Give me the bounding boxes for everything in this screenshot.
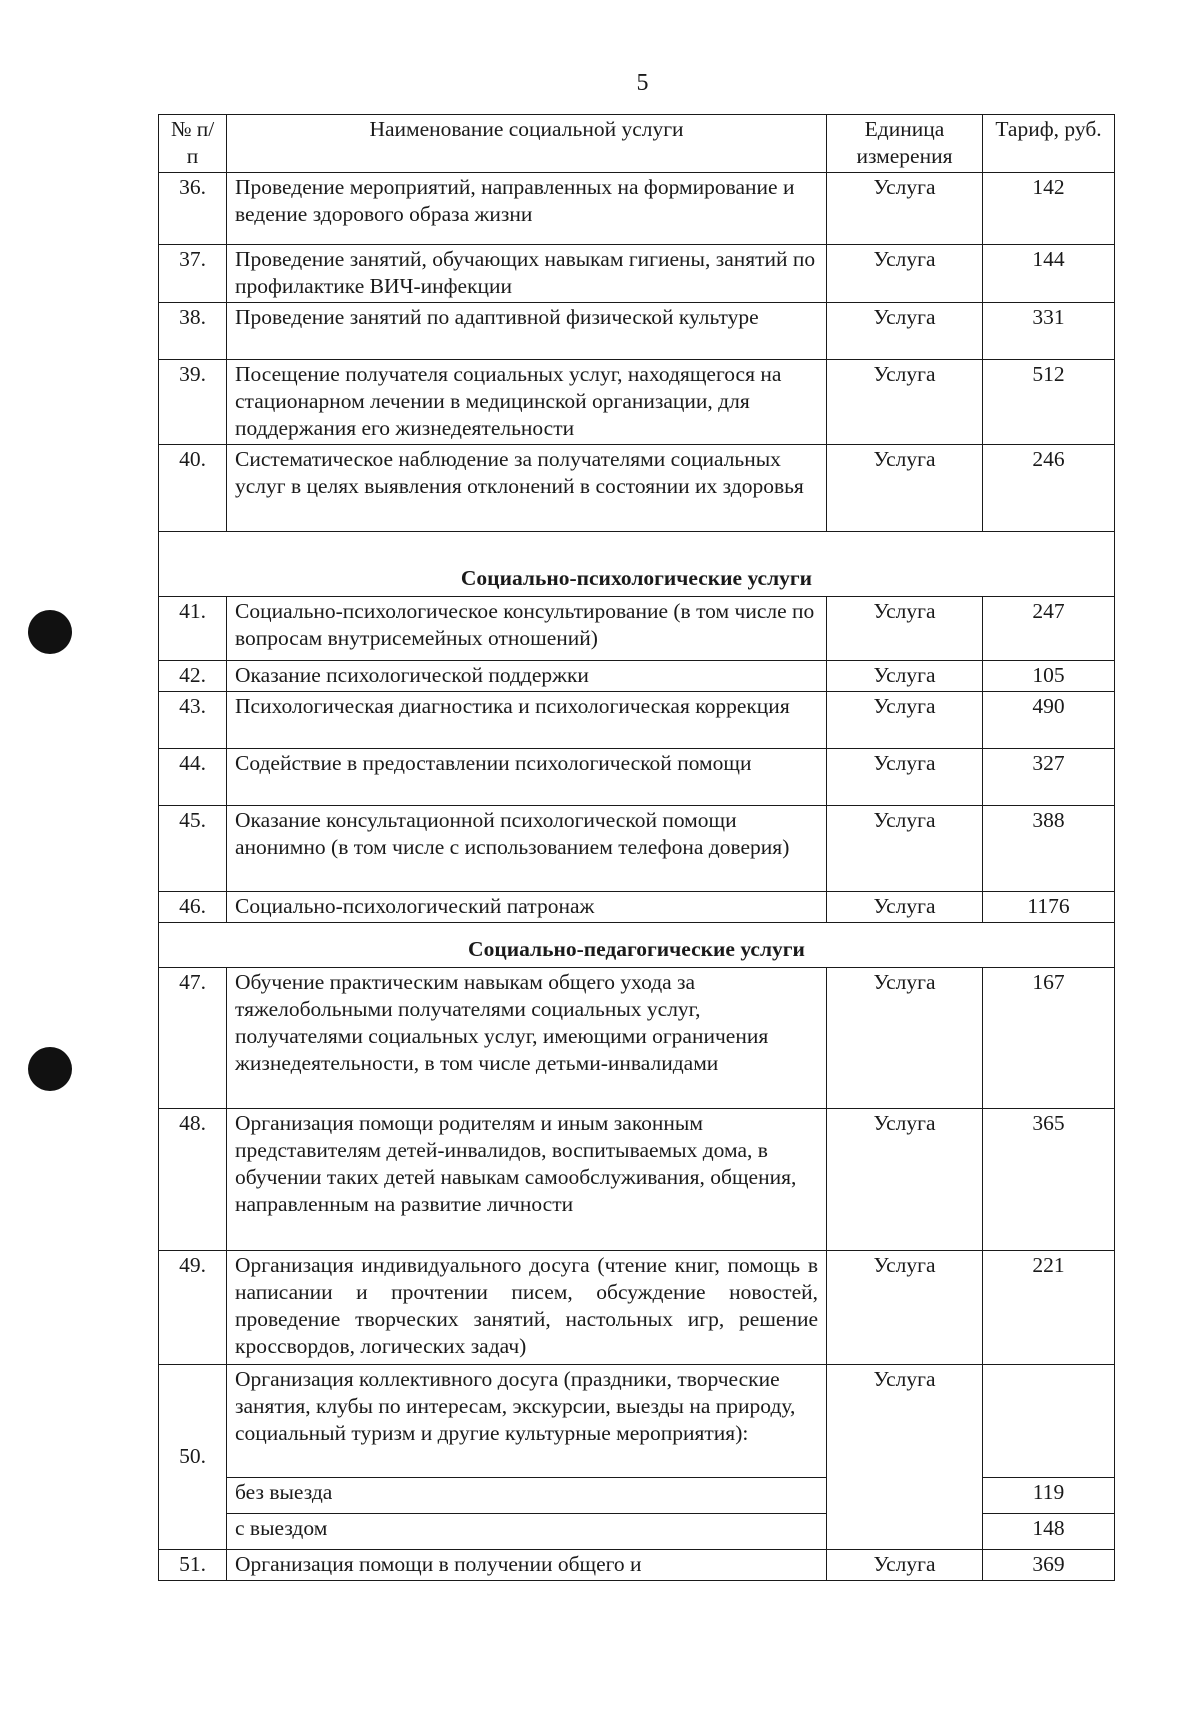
row-name: Психологическая диагностика и психологическая коррекция xyxy=(227,692,827,749)
row-num: 48. xyxy=(159,1109,227,1251)
row-unit: Услуга xyxy=(827,661,983,692)
row-unit: Услуга xyxy=(827,173,983,245)
row-name: Социально-психологическое консультирование (в том числе по вопросам внутрисемейных отношений) xyxy=(227,597,827,661)
table-row xyxy=(159,806,1115,892)
row-price: 331 xyxy=(983,303,1115,360)
row-unit: Услуга xyxy=(827,597,983,661)
table-row xyxy=(159,303,1115,360)
row-name: Организация помощи в получении общего и xyxy=(227,1550,827,1581)
row-num: 47. xyxy=(159,968,227,1109)
row-unit: Услуга xyxy=(827,303,983,360)
table-row xyxy=(159,892,1115,923)
row-num: 43. xyxy=(159,692,227,749)
row-unit: Услуга xyxy=(827,360,983,445)
row-name: Организация индивидуального досуга (чтение книг, помощь в написании и прочтении писем, обсуждение новостей, проведение творческих занятий, настольных игр, решение кроссвордов, логических задач) xyxy=(227,1251,827,1365)
header-name: Наименование социальной услуги xyxy=(227,115,827,173)
row-price-empty xyxy=(983,1365,1115,1478)
row-num: 46. xyxy=(159,892,227,923)
row-unit: Услуга xyxy=(827,1109,983,1251)
row-unit: Услуга xyxy=(827,968,983,1109)
subrow-name: без выезда xyxy=(227,1478,827,1514)
row-name: Организация коллективного досуга (праздники, творческие занятия, клубы по интересам, экскурсии, выезды на природу, социальный туризм и другие культурные мероприятия): xyxy=(227,1365,827,1478)
table-row xyxy=(159,749,1115,806)
header-unit: Единица измерения xyxy=(827,115,983,173)
row-price: 388 xyxy=(983,806,1115,892)
header-num: № п/п xyxy=(159,115,227,173)
row-num: 44. xyxy=(159,749,227,806)
table-row xyxy=(159,245,1115,303)
section-heading-row xyxy=(159,923,1115,968)
row-price: 490 xyxy=(983,692,1115,749)
table-row xyxy=(159,173,1115,245)
row-price: 365 xyxy=(983,1109,1115,1251)
row-num: 38. xyxy=(159,303,227,360)
row-price: 247 xyxy=(983,597,1115,661)
page-number: 5 xyxy=(636,70,649,96)
row-name: Посещение получателя социальных услуг, находящегося на стационарном лечении в медицинской организации, для поддержания его жизнедеятельности xyxy=(227,360,827,445)
row-price: 1176 xyxy=(983,892,1115,923)
row-num: 45. xyxy=(159,806,227,892)
table-header-row xyxy=(159,115,1115,173)
row-num: 36. xyxy=(159,173,227,245)
row-name: Социально-психологический патронаж xyxy=(227,892,827,923)
table-row xyxy=(159,692,1115,749)
row-name: Систематическое наблюдение за получателями социальных услуг в целях выявления отклонений в состоянии их здоровья xyxy=(227,445,827,532)
table-row xyxy=(159,1109,1115,1251)
subrow-price: 119 xyxy=(983,1478,1115,1514)
row-num: 51. xyxy=(159,1550,227,1581)
row-name: Оказание консультационной психологической помощи анонимно (в том числе с использованием телефона доверия) xyxy=(227,806,827,892)
row-num: 50. xyxy=(159,1365,227,1550)
row-unit: Услуга xyxy=(827,245,983,303)
row-num: 39. xyxy=(159,360,227,445)
row-num: 42. xyxy=(159,661,227,692)
table-row xyxy=(159,1365,1115,1478)
punch-hole-mark xyxy=(28,1047,72,1091)
row-unit: Услуга xyxy=(827,749,983,806)
row-name: Оказание психологической поддержки xyxy=(227,661,827,692)
header-price: Тариф, руб. xyxy=(983,115,1115,173)
row-price: 105 xyxy=(983,661,1115,692)
row-num: 49. xyxy=(159,1251,227,1365)
row-price: 327 xyxy=(983,749,1115,806)
table-row xyxy=(159,360,1115,445)
row-name: Проведение мероприятий, направленных на формирование и ведение здорового образа жизни xyxy=(227,173,827,245)
table-row xyxy=(159,968,1115,1109)
section-heading-pedagogical: Социально-педагогические услуги xyxy=(159,923,1115,968)
table-row xyxy=(159,445,1115,532)
table-row xyxy=(159,1251,1115,1365)
row-price: 167 xyxy=(983,968,1115,1109)
section-heading-row xyxy=(159,532,1115,597)
row-unit: Услуга xyxy=(827,806,983,892)
table-row xyxy=(159,1550,1115,1581)
row-price: 144 xyxy=(983,245,1115,303)
table-row xyxy=(159,597,1115,661)
subrow-name: с выездом xyxy=(227,1514,827,1550)
row-price: 246 xyxy=(983,445,1115,532)
section-heading-psychological: Социально-психологические услуги xyxy=(159,532,1115,597)
row-num: 40. xyxy=(159,445,227,532)
services-tariff-table xyxy=(158,114,1115,1581)
row-name: Проведение занятий по адаптивной физической культуре xyxy=(227,303,827,360)
row-price: 142 xyxy=(983,173,1115,245)
row-num: 37. xyxy=(159,245,227,303)
subrow-price: 148 xyxy=(983,1514,1115,1550)
row-unit: Услуга xyxy=(827,1251,983,1365)
row-name: Организация помощи родителям и иным законным представителям детей-инвалидов, воспитываемых дома, в обучении таких детей навыкам самообслуживания, общения, направленным на развитие личности xyxy=(227,1109,827,1251)
row-name: Проведение занятий, обучающих навыкам гигиены, занятий по профилактике ВИЧ-инфекции xyxy=(227,245,827,303)
row-price: 221 xyxy=(983,1251,1115,1365)
row-name: Обучение практическим навыкам общего ухода за тяжелобольными получателями социальных услуг, получателями социальных услуг, имеющими ограничения жизнедеятельности, в том числе детьми-инвалидами xyxy=(227,968,827,1109)
row-price: 512 xyxy=(983,360,1115,445)
table-row xyxy=(159,661,1115,692)
row-num: 41. xyxy=(159,597,227,661)
row-price: 369 xyxy=(983,1550,1115,1581)
row-unit: Услуга xyxy=(827,445,983,532)
row-unit: Услуга xyxy=(827,892,983,923)
row-name: Содействие в предоставлении психологической помощи xyxy=(227,749,827,806)
row-unit: Услуга xyxy=(827,692,983,749)
punch-hole-mark xyxy=(28,610,72,654)
row-unit: Услуга xyxy=(827,1550,983,1581)
row-unit: Услуга xyxy=(827,1365,983,1550)
